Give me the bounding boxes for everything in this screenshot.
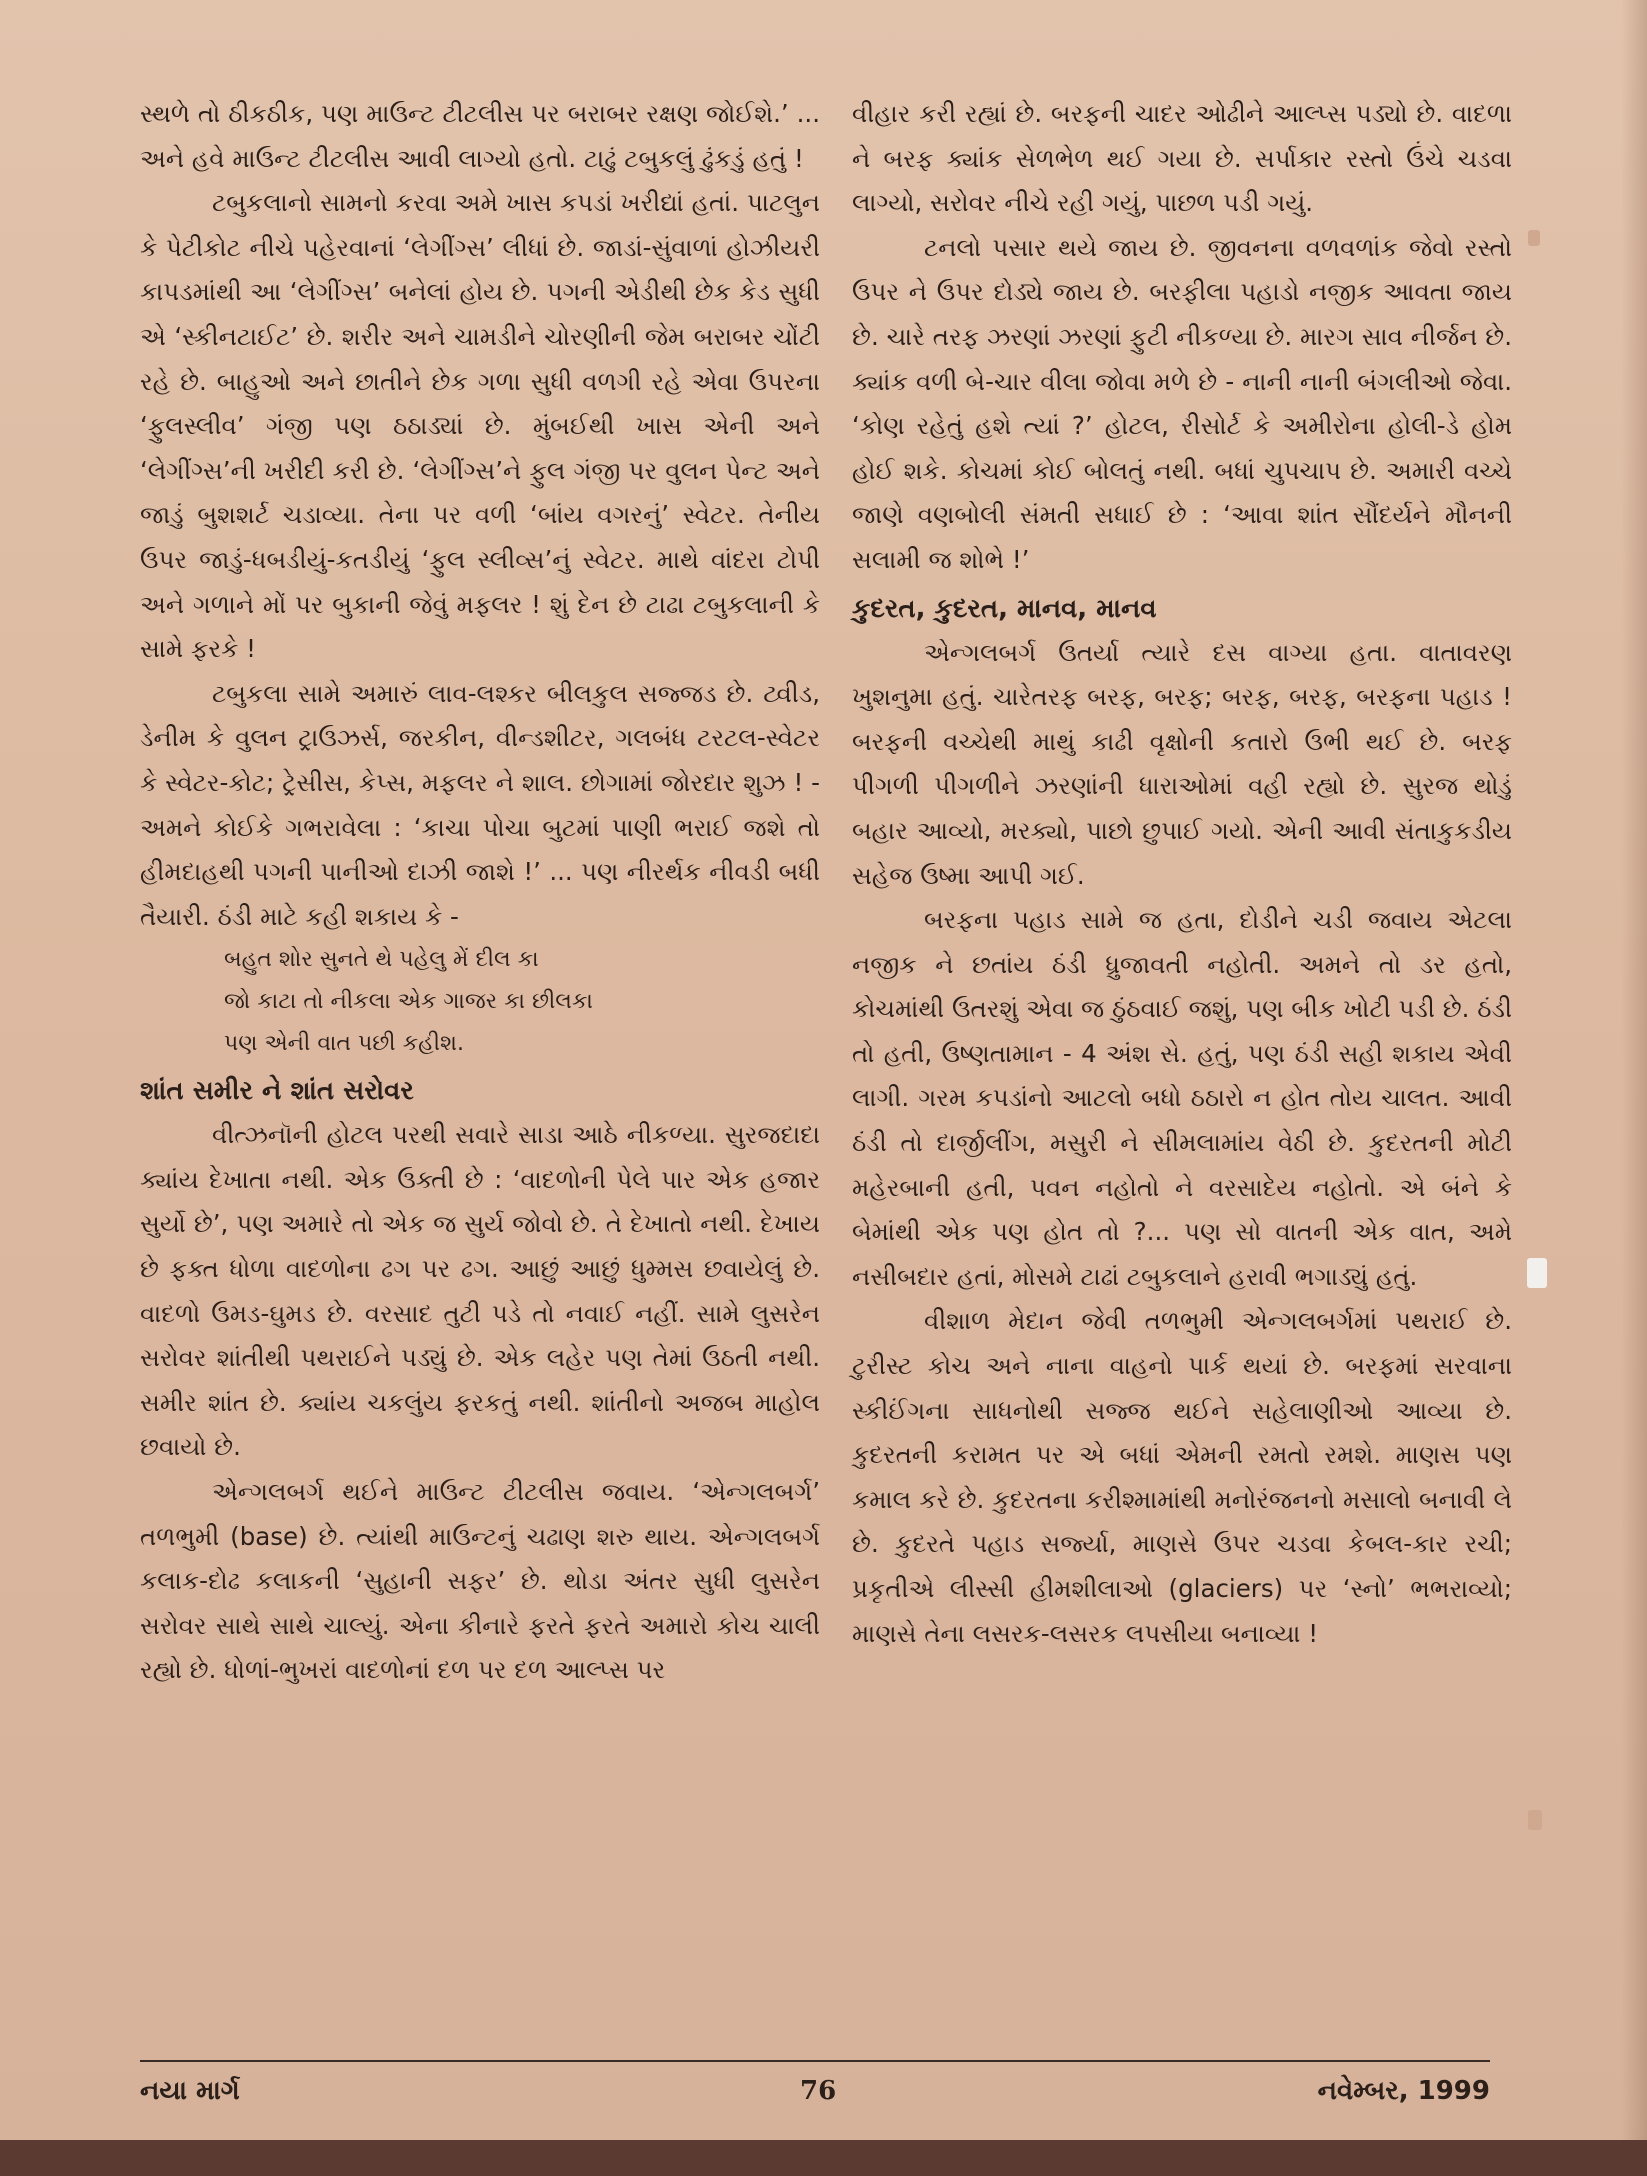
page-number: 76 [800, 2076, 837, 2106]
right-paragraph-3: એન્ગલબર્ગ ઉતર્યા ત્યારે દસ વાગ્યા હતા. વાતાવરણ ખુશનુમા હતું. ચારેતરફ બરફ, બરફ; બરફ, બરફ, બરફના પહાડ ! બરફની વચ્ચેથી માથું કાઢી વૃક્ષોની કતારો ઉભી થઈ છે. બરફ પીગળી પીગળીને ઝરણાંની ધારાઓમાં વહી રહ્યો છે. સુરજ થોડું બહાર આવ્યો, મરક્યો, પાછો છુપાઈ ગયો. એની આવી સંતાકુકડીય સહેજ ઉષ્મા આપી ગઈ. [852, 637, 1512, 890]
scan-bottom-edge [0, 2140, 1647, 2176]
footer-rule [140, 2060, 1490, 2062]
poem-line: પણ એની વાત પછી કહીશ. [224, 1031, 465, 1057]
poem-line: બહુત શોર સુનતે થે પહેલુ મેં દીલ કા [224, 947, 539, 973]
left-paragraph-4: વીત્ઝનૉની હોટલ પરથી સવારે સાડા આઠે નીકળ્યા. સુરજદાદા ક્યાંય દેખાતા નથી. એક ઉક્તી છે : ‘વાદળોની પેલે પાર એક હજાર સુર્યો છે’, પણ અમારે તો એક જ સુર્ય જોવો છે. તે દેખાતો નથી. દેખાય છે ફક્ત ધોળા વાદળોના ઢગ પર ઢગ. આછું આછું ધુમ્મસ છવાયેલું છે. વાદળો ઉમડ-ઘુમડ છે. વરસાદ તુટી પડે તો નવાઈ નહીં. સામે લુસરેન સરોવર શાંતીથી પથરાઈને પડ્યું છે. એક લહેર પણ તેમાં ઉઠતી નથી. સમીર શાંત છે. ક્યાંય ચકલુંય ફરકતું નથી. શાંતીનો અજબ માહોલ છવાયો છે. [140, 1120, 820, 1462]
paper-tear [1528, 230, 1540, 246]
page-footer [140, 2060, 1490, 2120]
issue-date: નવેમ્બર, 1999 [1317, 2076, 1490, 2106]
paper-tear [1528, 1810, 1542, 1830]
page-edge-shadow [1621, 0, 1647, 2176]
left-column [140, 92, 820, 1693]
poem-quote [224, 939, 820, 1065]
section-heading-calm-lake: શાંત સમીર ને શાંત સરોવર [140, 1076, 414, 1107]
right-paragraph-1: વીહાર કરી રહ્યાં છે. બરફની ચાદર ઓઢીને આલ્પ્સ પડ્યો છે. વાદળા ને બરફ ક્યાંક સેળભેળ થઈ ગયા છે. સર્પાકાર રસ્તો ઉંચે ચડવા લાગ્યો, સરોવર નીચે રહી ગયું, પાછળ પડી ગયું. [852, 99, 1512, 218]
right-paragraph-5: વીશાળ મેદાન જેવી તળભુમી એન્ગલબર્ગમાં પથરાઈ છે. ટુરીસ્ટ કોચ અને નાના વાહનો પાર્ક થયાં છે. બરફમાં સરવાના સ્કીઈંગના સાધનોથી સજ્જ થઈને સહેલાણીઓ આવ્યા છે. કુદરતની કરામત પર એ બધાં એમની રમતો રમશે. માણસ પણ કમાલ કરે છે. કુદરતના કરીશ્મામાંથી મનોરંજનનો મસાલો બનાવી લે છે. કુદરતે પહાડ સર્જ્યા, માણસે ઉપર ચડવા કેબલ-કાર રચી; પ્રકૃતીએ લીસ્સી હીમશીલાઓ (glaciers) પર ‘સ્નો’ ભભરાવ્યો; માણસે તેના લસરક-લસરક લપસીયા બનાવ્યા ! [852, 1306, 1512, 1648]
left-paragraph-3: ટબુકલા સામે અમારું લાવ-લશ્કર બીલકુલ સજ્જડ છે. ટ્વીડ, ડેનીમ કે વુલન ટ્રાઉઝર્સ, જરકીન, વીન્ડશીટર, ગલબંધ ટરટલ-સ્વેટર કે સ્વેટર-કોટ; ટ્રેસીસ, કેપ્સ, મફલર ને શાલ. છોગામાં જોરદાર શુઝ ! - અમને કોઈકે ગભરાવેલા : ‘કાચા પોચા બુટમાં પાણી ભરાઈ જશે તો હીમદાહથી પગની પાનીઓ દાઝી જાશે !’ ... પણ નીરર્થક નીવડી બધી તૈયારી. ઠંડી માટે કહી શકાય કે - [140, 678, 820, 931]
right-paragraph-4: બરફના પહાડ સામે જ હતા, દોડીને ચડી જવાય એટલા નજીક ને છતાંય ઠંડી ધ્રુજાવતી નહોતી. અમને તો ડર હતો, કોચમાંથી ઉતરશું એવા જ ઠુંઠવાઈ જશું, પણ બીક ખોટી પડી છે. ઠંડી તો હતી, ઉષ્ણતામાન - 4 અંશ સે. હતું, પણ ઠંડી સહી શકાય એવી લાગી. ગરમ કપડાંનો આટલો બધો ઠઠારો ન હોત તોય ચાલત. આવી ઠંડી તો દાર્જીલીંગ, મસુરી ને સીમલામાંય વેઠી છે. કુદરતની મોટી મહેરબાની હતી, પવન નહોતો ને વરસાદેય નહોતો. એ બંને કે બેમાંથી એક પણ હોત તો ?... પણ સો વાતની એક વાત, અમે નસીબદાર હતાં, મોસમે ટાઢાં ટબુકલાને હરાવી ભગાડ્યું હતું. [852, 905, 1512, 1291]
punch-hole [1527, 1258, 1547, 1288]
poem-line: જો કાટા તો નીકલા એક ગાજર કા છીલકા [224, 989, 593, 1015]
left-paragraph-2: ટબુકલાનો સામનો કરવા અમે ખાસ કપડાં ખરીદ્યાં હતાં. પાટલુન કે પેટીકોટ નીચે પહેરવાનાં ‘લેગીંગ્સ’ લીધાં છે. જાડાં-સુંવાળાં હોઝીયરી કાપડમાંથી આ ‘લેગીંગ્સ’ બનેલાં હોય છે. પગની એડીથી છેક કેડ સુધી એ ‘સ્કીનટાઈટ’ છે. શરીર અને ચામડીને ચોરણીની જેમ બરાબર ચોંટી રહે છે. બાહુઓ અને છાતીને છેક ગળા સુધી વળગી રહે એવા ઉપરના ‘ફુલસ્લીવ’ ગંજી પણ ઠઠાડ્યાં છે. મુંબઈથી ખાસ એની અને ‘લેગીંગ્સ’ની ખરીદી કરી છે. ‘લેગીંગ્સ’ને ફુલ ગંજી પર વુલન પેન્ટ અને જાડું બુશશર્ટ ચડાવ્યા. તેના પર વળી ‘બાંય વગરનું’ સ્વેટર. તેનીય ઉપર જાડું-ધબડીયું-કતડીયું ‘ફુલ સ્લીવ્સ’નું સ્વેટર. માથે વાંદરા ટોપી અને ગળાને મોં પર બુકાની જેવું મફલર ! શું દેન છે ટાઢા ટબુકલાની કે સામે ફરકે ! [140, 188, 820, 664]
magazine-name: નયા માર્ગ [140, 2076, 240, 2106]
left-paragraph-5: એન્ગલબર્ગ થઈને માઉન્ટ ટીટલીસ જવાય. ‘એન્ગલબર્ગ’ તળભુમી (base) છે. ત્યાંથી માઉન્ટનું ચઢાણ શરુ થાય. એન્ગલબર્ગ કલાક-દોઢ કલાકની ‘સુહાની સફર’ છે. થોડા અંતર સુધી લુસરેન સરોવર સાથે સાથે ચાલ્યું. એના કીનારે ફરતે ફરતે અમારો કોચ ચાલી રહ્યો છે. ધોળાં-ભુખરાં વાદળોનાં દળ પર દળ આલ્પ્સ પર [140, 1477, 820, 1685]
section-heading-nature-human: કુદરત, કુદરત, માનવ, માનવ [852, 593, 1157, 624]
left-paragraph-1: સ્થળે તો ઠીકઠીક, પણ માઉન્ટ ટીટલીસ પર બરાબર રક્ષણ જોઈશે.’ ... અને હવે માઉન્ટ ટીટલીસ આવી લાગ્યો હતો. ટાઢું ટબુકલું ઢુંકડું હતું ! [140, 99, 820, 173]
right-paragraph-2: ટનલો પસાર થયે જાય છે. જીવનના વળવળાંક જેવો રસ્તો ઉપર ને ઉપર દોડ્યે જાય છે. બરફીલા પહાડો નજીક આવતા જાય છે. ચારે તરફ ઝરણાં ઝરણાં ફુટી નીકળ્યા છે. મારગ સાવ નીર્જન છે. ક્યાંક વળી બે-ચાર વીલા જોવા મળે છે - નાની નાની બંગલીઓ જેવા. ‘કોણ રહેતું હશે ત્યાં ?’ હોટલ, રીસોર્ટ કે અમીરોના હોલી-ડે હોમ હોઈ શકે. કોચમાં કોઈ બોલતું નથી. બધાં ચુપચાપ છે. અમારી વચ્ચે જાણે વણબોલી સંમતી સધાઈ છે : ‘આવા શાંત સૌંદર્યને મૌનની સલામી જ શોભે !’ [852, 232, 1512, 574]
right-column [852, 92, 1512, 1656]
